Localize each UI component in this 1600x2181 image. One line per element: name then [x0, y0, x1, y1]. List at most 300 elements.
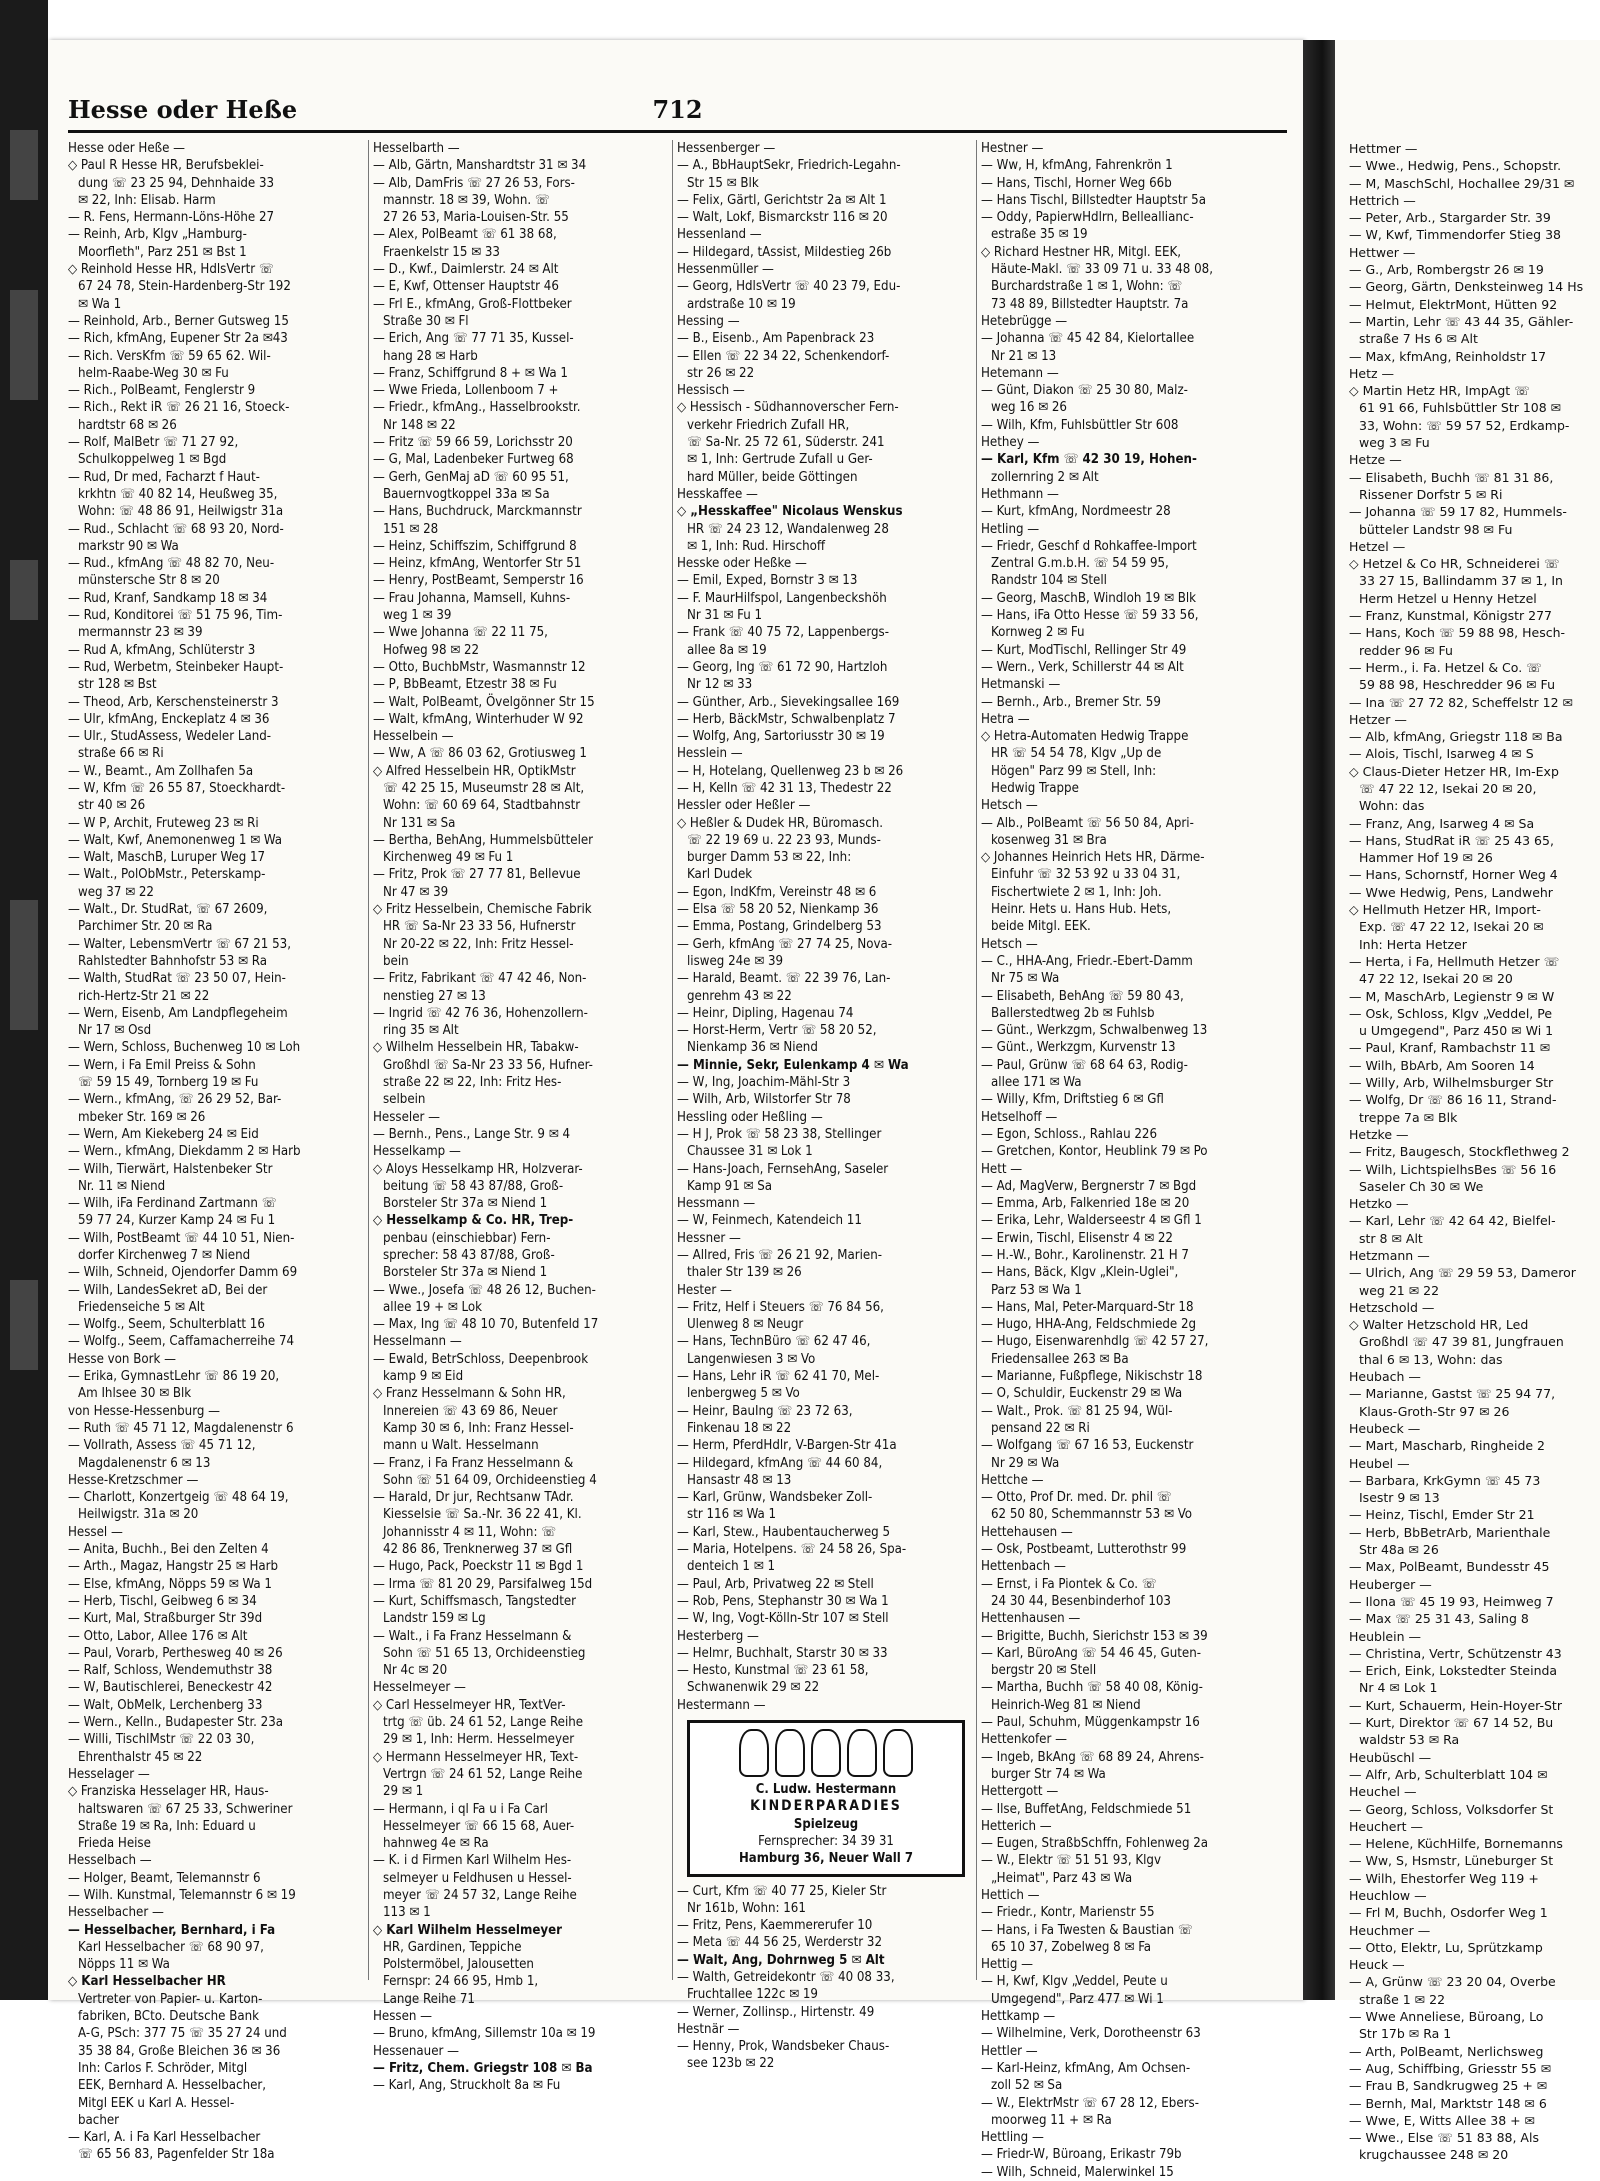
directory-entry: — Friedr., Kontr, Marienstr 55	[981, 1905, 1155, 1921]
directory-entry: Fraenkelstr 15 ✉ 33	[383, 244, 500, 260]
directory-entry: 27 26 53, Maria-Louisen-Str. 55	[383, 210, 569, 226]
directory-entry: — Ilona ☏ 45 19 93, Heimweg 7	[1349, 1593, 1554, 1609]
directory-entry: ◇ Hellmuth Hetzer HR, Import-	[1349, 902, 1541, 918]
directory-entry: — Rich. VersKfm ☏ 59 65 62. Wil-	[68, 348, 271, 364]
column-2	[368, 140, 665, 2094]
directory-entry: — Martha, Buchh ☏ 58 40 08, König-	[981, 1680, 1203, 1696]
directory-entry: ◇ Fritz Hesselbein, Chemische Fabrik	[373, 902, 592, 918]
directory-entry: — Christina, Vertr, Schützenstr 43	[1349, 1645, 1562, 1661]
directory-entry: pensand 22 ✉ Ri	[991, 1420, 1090, 1436]
toy-figure-icon	[847, 1729, 877, 1777]
directory-entry: — Erika, Lehr, Walderseestr 4 ✉ Gfl 1	[981, 1213, 1202, 1229]
directory-entry: Parchimer Str. 20 ✉ Ra	[78, 919, 213, 935]
directory-entry: kosenweg 31 ✉ Bra	[991, 832, 1107, 848]
directory-entry: — A, Grünw ☏ 23 20 04, Overbe	[1349, 1974, 1556, 1990]
directory-entry: — C., HHA-Ang, Friedr.-Ebert-Damm	[981, 953, 1193, 969]
directory-entry: ◇ Claus-Dieter Hetzer HR, Im-Exp	[1349, 763, 1559, 779]
directory-entry: — Max ☏ 25 31 43, Saling 8	[1349, 1611, 1529, 1627]
directory-entry: Heinrich-Weg 81 ✉ Niend	[991, 1697, 1141, 1713]
directory-entry: — Hugo, HHA-Ang, Feldschmiede 2g	[981, 1317, 1197, 1333]
directory-entry: Nr 75 ✉ Wa	[991, 971, 1060, 987]
surname-heading: Heuck —	[1349, 1957, 1405, 1973]
surname-heading: Hettich —	[981, 1887, 1040, 1903]
directory-entry: trtg ☏ üb. 24 61 52, Lange Reihe	[383, 1715, 584, 1731]
directory-entry: Johannisstr 4 ✉ 11, Wohn: ☏	[383, 1524, 557, 1540]
surname-heading: Hetselhoff —	[981, 1109, 1058, 1125]
surname-heading: von Hesse-Hessenburg —	[68, 1403, 221, 1419]
directory-entry: — Hans, Tischl, Horner Weg 66b	[981, 175, 1172, 191]
directory-entry: — Harald, Dr jur, Rechtsanw TAdr.	[373, 1490, 574, 1506]
page-number: 712	[652, 95, 703, 124]
directory-entry: — Walt., i Fa Franz Hesselmann &	[373, 1628, 572, 1644]
scan-mark	[10, 130, 38, 200]
directory-entry: — Ingeb, BkAng ☏ 68 89 24, Ahrens-	[981, 1749, 1204, 1765]
surname-heading: Hessen —	[373, 2009, 433, 2025]
directory-entry: — Herm., i. Fa. Hetzel & Co. ☏	[1349, 659, 1542, 675]
directory-entry: — Walt, MaschB, Luruper Weg 17	[68, 850, 266, 866]
directory-entry: — Wilh, LichtspielhsBes ☏ 56 16	[1349, 1161, 1557, 1177]
directory-entry: — Fritz, Helf i Steuers ☏ 76 84 56,	[677, 1299, 884, 1315]
directory-entry: — Ina ☏ 27 72 82, Scheffelstr 12 ✉	[1349, 694, 1574, 710]
directory-entry: — Wilh, Arb, Wilstorfer Str 78	[677, 1092, 851, 1108]
directory-entry: beitung ☏ 58 43 87/88, Groß-	[383, 1178, 564, 1194]
directory-entry: ✉ 1, Inh: Rud. Hirschoff	[687, 538, 826, 554]
directory-entry: — Ruth ☏ 45 71 12, Magdalenenstr 6	[68, 1420, 294, 1436]
directory-entry: Landstr 159 ✉ Lg	[383, 1611, 486, 1627]
directory-entry: str 40 ✉ 26	[78, 798, 146, 814]
directory-entry: — Otto, Labor, Allee 176 ✉ Alt	[68, 1628, 248, 1644]
directory-entry: — Vollrath, Assess ☏ 45 71 12,	[68, 1438, 256, 1454]
directory-entry: hahnweg 4e ✉ Ra	[383, 1836, 489, 1852]
directory-entry: Friedenseiche 5 ✉ Alt	[78, 1299, 205, 1315]
directory-entry: — Rud, Dr med, Facharzt f Haut-	[68, 469, 260, 485]
directory-entry: allee 8a ✉ 19	[687, 642, 767, 658]
directory-entry: — Karl, Grünw, Wandsbeker Zoll-	[677, 1490, 873, 1506]
directory-entry: haltswaren ☏ 67 25 33, Schweriner	[78, 1801, 293, 1817]
directory-entry: thal 6 ✉ 13, Wohn: das	[1359, 1351, 1503, 1367]
directory-entry: — Kurt, Mal, Straßburger Str 39d	[68, 1611, 263, 1627]
surname-heading: Hessenmüller —	[677, 262, 774, 278]
column-4	[976, 140, 1283, 2180]
directory-entry: — K. i d Firmen Karl Wilhelm Hes-	[373, 1853, 572, 1869]
surname-heading: Hesselbarth —	[373, 141, 460, 156]
directory-entry: A-G, PSch: 377 75 ☏ 35 27 24 und	[78, 2026, 287, 2042]
directory-entry: redder 96 ✉ Fu	[1359, 642, 1453, 658]
directory-entry: Lange Reihe 71	[383, 1991, 475, 2007]
directory-entry: 33 27 15, Ballindamm 37 ✉ 1, In	[1359, 573, 1563, 589]
surname-heading: Hessler oder Heßler —	[677, 798, 811, 814]
surname-heading: Heubel —	[1349, 1455, 1410, 1471]
directory-entry: — M, MaschArb, Legienstr 9 ✉ W	[1349, 988, 1555, 1004]
directory-entry: — Ww, A ☏ 86 03 62, Grotiusweg 1	[373, 746, 587, 762]
directory-entry: str 116 ✉ Wa 1	[687, 1507, 777, 1523]
directory-entry: Kamp 91 ✉ Sa	[687, 1178, 773, 1194]
directory-entry: ◇ Reinhold Hesse HR, HdlsVertr ☏	[68, 262, 274, 278]
directory-entry: — Wilh. Kunstmal, Telemannstr 6 ✉ 19	[68, 1887, 296, 1903]
directory-entry: Chaussee 31 ✉ Lok 1	[687, 1144, 813, 1160]
directory-entry: — Hans-Joach, FernsehAng, Saseler	[677, 1161, 889, 1177]
directory-entry: 35 38 84, Große Bleichen 36 ✉ 36	[78, 2043, 281, 2059]
directory-entry: — Karl, Lehr ☏ 42 64 42, Bielfel-	[1349, 1213, 1556, 1229]
directory-entry: — Rud., Schlacht ☏ 68 93 20, Nord-	[68, 521, 284, 537]
directory-entry: Wohn: ☏ 60 69 64, Stadtbahnstr	[383, 798, 581, 814]
directory-entry: — Herm, PferdHdlr, V-Bargen-Str 41a	[677, 1438, 897, 1454]
directory-entry: rich-Hertz-Str 21 ✉ 22	[78, 988, 210, 1004]
directory-entry: — Arth., Magaz, Hangstr 25 ✉ Harb	[68, 1559, 279, 1575]
directory-entry: Exp. ☏ 47 22 12, Isekai 20 ✉	[1359, 919, 1544, 935]
directory-entry: Inh: Carlos F. Schröder, Mitgl	[78, 2060, 248, 2076]
directory-entry: fabriken, BCto. Deutsche Bank	[78, 2009, 260, 2025]
directory-entry: — H, Kwf, Klgv „Veddel, Peute u	[981, 1974, 1168, 1990]
surname-heading: Hesse oder Heße —	[68, 141, 186, 156]
surname-heading: Hessenberger —	[677, 141, 776, 156]
directory-entry: Straße 30 ✉ Fl	[383, 313, 469, 329]
directory-entry: — Wolfg., Seem, Caffamacherreihe 74	[68, 1334, 295, 1350]
directory-entry: Hedwig Trappe	[991, 780, 1079, 796]
directory-entry: — Ingrid ☏ 42 76 36, Hohenzollern-	[373, 1005, 588, 1021]
directory-entry: — Gerh, kfmAng ☏ 27 74 25, Nova-	[677, 936, 893, 952]
directory-entry: — H, Hotelang, Quellenweg 23 b ✉ 26	[677, 763, 904, 779]
directory-page	[48, 40, 1303, 2180]
surname-heading: Hessing —	[677, 313, 740, 329]
directory-entry: Nr 131 ✉ Sa	[383, 815, 456, 831]
directory-entry: — W., Elektr ☏ 51 51 93, Klgv	[981, 1853, 1161, 1869]
directory-entry: HR ☏ Sa-Nr 23 33 56, Hufnerstr	[383, 919, 576, 935]
directory-entry: — Hans, Bäck, Klgv „Klein-Uglei",	[981, 1265, 1179, 1281]
directory-entry: — Walt, kfmAng, Winterhuder W 92	[373, 711, 584, 727]
directory-entry: denteich 1 ✉ 1	[687, 1559, 775, 1575]
directory-entry: — Eugen, StraßbSchffn, Fohlenweg 2a	[981, 1836, 1209, 1852]
directory-entry: — G, Mal, Ladenbeker Furtweg 68	[373, 452, 574, 468]
directory-entry: ◇ Hesselkamp & Co. HR, Trep-	[373, 1213, 574, 1229]
directory-entry: hang 28 ✉ Harb	[383, 348, 478, 364]
surname-heading: Hetzel —	[1349, 538, 1406, 554]
surname-heading: Heubüschl —	[1349, 1749, 1432, 1765]
surname-heading: Hettrich —	[1349, 192, 1416, 208]
directory-entry: — Holger, Beamt, Telemannstr 6	[68, 1870, 261, 1886]
surname-heading: Heuchert —	[1349, 1818, 1424, 1834]
directory-entry: — Erwin, Tischl, Elisenstr 4 ✉ 22	[981, 1230, 1173, 1246]
directory-entry: — Wilh, Tierwärt, Halstenbeker Str	[68, 1161, 273, 1177]
directory-entry: Häute-Makl. ☏ 33 09 71 u. 33 48 08,	[991, 262, 1213, 278]
directory-entry: — Kurt, Direktor ☏ 67 14 52, Bu	[1349, 1715, 1554, 1731]
directory-entry: mannstr. 18 ✉ 39, Wohn. ☏	[383, 192, 550, 208]
surname-heading: Hettig —	[981, 1957, 1033, 1973]
directory-entry: kamp 9 ✉ Eid	[383, 1369, 464, 1385]
directory-entry: helm-Raabe-Weg 30 ✉ Fu	[78, 365, 229, 381]
directory-entry: — Hildegard, kfmAng ☏ 44 60 84,	[677, 1455, 883, 1471]
directory-entry: — Wwe., Josefa ☏ 48 26 12, Buchen-	[373, 1282, 596, 1298]
surname-heading: Hesselager —	[68, 1766, 150, 1782]
surname-heading: Hesslein —	[677, 746, 743, 762]
directory-entry: — Wern., Verk, Schillerstr 44 ✉ Alt	[981, 659, 1184, 675]
directory-entry: — Wilh, PostBeamt ☏ 44 10 51, Nien-	[68, 1230, 295, 1246]
directory-entry: — Günt., Werkzgm, Kurvenstr 13	[981, 1040, 1176, 1056]
directory-entry: Kornweg 2 ✉ Fu	[991, 625, 1085, 641]
directory-entry: weg 16 ✉ 26	[991, 400, 1067, 416]
directory-entry: — Irma ☏ 81 20 29, Parsifalweg 15d	[373, 1576, 593, 1592]
directory-entry: penbau (einschiebbar) Fern-	[383, 1230, 551, 1246]
directory-entry: — W, Ing, Vogt-Kölln-Str 107 ✉ Stell	[677, 1611, 889, 1627]
directory-columns	[68, 140, 1287, 2180]
directory-entry: — Hesselbacher, Bernhard, i Fa	[68, 1922, 276, 1938]
surname-heading: Hettwer —	[1349, 244, 1416, 260]
directory-entry: Einfuhr ☏ 32 53 92 u 33 04 31,	[991, 867, 1181, 883]
directory-entry: — Franz, Ang, Isarweg 4 ✉ Sa	[1349, 815, 1535, 831]
directory-entry: Langenwiesen 3 ✉ Vo	[687, 1351, 816, 1367]
surname-heading: Hesterberg —	[677, 1628, 759, 1644]
directory-entry: — Felix, Gärtl, Gerichtstr 2a ✉ Alt 1	[677, 192, 887, 208]
surname-heading: Hetsch —	[981, 798, 1038, 814]
directory-entry: — Frl M, Buchh, Osdorfer Weg 1	[1349, 1905, 1548, 1921]
directory-entry: selbein	[383, 1092, 426, 1108]
directory-entry: — Hans, StudRat iR ☏ 25 43 65,	[1349, 832, 1554, 848]
directory-entry: sprecher: 58 43 87/88, Groß-	[383, 1248, 555, 1263]
scan-left-edge	[0, 0, 48, 2000]
directory-entry: — Wwe., Else ☏ 51 83 88, Als	[1349, 2130, 1539, 2146]
directory-entry: — Alois, Tischl, Isarweg 4 ✉ S	[1349, 746, 1534, 762]
directory-entry: weg 21 ✉ 22	[1359, 1282, 1440, 1298]
directory-entry: Rahlstedter Bahnhofstr 53 ✉ Ra	[78, 953, 267, 969]
directory-entry: — Marianne, Fußpflege, Nikischstr 18	[981, 1369, 1203, 1385]
directory-entry: — Rud, Konditorei ☏ 51 75 96, Tim-	[68, 608, 283, 624]
directory-entry: Burchardstraße 1 ✉ 1, Wohn: ☏	[991, 279, 1183, 295]
directory-entry: — Georg, MaschB, Windloh 19 ✉ Blk	[981, 590, 1197, 606]
directory-entry: — Friedr, Geschf d Rohkaffee-Import	[981, 538, 1197, 554]
surname-heading: Hettling —	[981, 2130, 1044, 2146]
directory-entry: 113 ✉ 1	[383, 1905, 431, 1921]
directory-entry: treppe 7a ✉ Blk	[1359, 1109, 1458, 1125]
directory-entry: Hofweg 98 ✉ 22	[383, 642, 480, 658]
directory-entry: Heinr. Hets u. Hans Hub. Hets,	[991, 902, 1172, 918]
directory-entry: — Georg, HdlsVertr ☏ 40 23 79, Edu-	[677, 279, 901, 295]
directory-entry: — Helmut, ElektrMont, Hütten 92	[1349, 296, 1558, 312]
directory-entry: weg 3 ✉ Fu	[1359, 435, 1430, 451]
directory-entry: — Egon, IndKfm, Vereinstr 48 ✉ 6	[677, 884, 877, 900]
directory-entry: — Minnie, Sekr, Eulenkamp 4 ✉ Wa	[677, 1057, 909, 1073]
directory-entry: — Bernh., Pens., Lange Str. 9 ✉ 4	[373, 1126, 570, 1142]
surname-heading: Hesse von Bork —	[68, 1351, 176, 1367]
surname-heading: Hettkamp —	[981, 2009, 1056, 2025]
directory-entry: — H J, Prok ☏ 58 23 38, Stellinger	[677, 1126, 882, 1142]
surname-heading: Hettche —	[981, 1472, 1044, 1488]
surname-heading: Hessel —	[68, 1524, 123, 1540]
directory-entry: — Wern, Eisenb, Am Landpflegeheim	[68, 1005, 288, 1021]
directory-entry: 65 10 37, Zobelweg 8 ✉ Fa	[991, 1939, 1152, 1955]
directory-entry: — Erika, GymnastLehr ☏ 86 19 20,	[68, 1369, 280, 1385]
directory-entry: mermannstr 23 ✉ 39	[78, 625, 203, 641]
directory-entry: — D., Kwf., Daimlerstr. 24 ✉ Alt	[373, 262, 559, 278]
directory-entry: — Friedr-W, Büroang, Erikastr 79b	[981, 2147, 1182, 2163]
directory-entry: ☏ 47 22 12, Isekai 20 ✉ 20,	[1359, 780, 1537, 796]
directory-entry: — Wolfg, Dr ☏ 86 16 11, Strand-	[1349, 1092, 1557, 1108]
directory-entry: — Ulr, kfmAng, Enckeplatz 4 ✉ 36	[68, 711, 270, 727]
directory-entry: ◇ Aloys Hesselkamp HR, Holzverar-	[373, 1161, 583, 1177]
directory-entry: Inh: Herta Hetzer	[1359, 936, 1467, 952]
directory-entry: Herm Hetzel u Henny Hetzel	[1359, 590, 1537, 606]
directory-entry: allee 171 ✉ Wa	[991, 1075, 1082, 1091]
directory-entry: — W., ElektrMstr ☏ 67 28 12, Ebers-	[981, 2095, 1199, 2111]
surname-heading: Hethey —	[981, 435, 1040, 451]
ad-line4: Fernsprecher: 34 39 31	[758, 1833, 894, 1849]
directory-entry: — Erich, Ang ☏ 77 71 35, Kussel-	[373, 331, 574, 347]
directory-entry: — Herb, Tischl, Geibweg 6 ✉ 34	[68, 1593, 257, 1609]
directory-entry: lisweg 24e ✉ 39	[687, 953, 784, 969]
directory-entry: Kamp 30 ✉ 6, Inh: Franz Hessel-	[383, 1420, 574, 1436]
surname-heading: Hetemann —	[981, 365, 1059, 381]
directory-entry: waldstr 53 ✉ Ra	[1359, 1732, 1460, 1748]
directory-entry: mann u Walt. Hesselmann	[383, 1438, 539, 1454]
directory-entry: Randstr 104 ✉ Stell	[991, 573, 1107, 589]
surname-heading: Heubeck —	[1349, 1420, 1421, 1436]
directory-entry: — Else, kfmAng, Nöpps 59 ✉ Wa 1	[68, 1576, 272, 1592]
directory-entry: Nöpps 11 ✉ Wa	[78, 1957, 170, 1973]
page-title: Hesse oder Heße	[68, 95, 298, 124]
directory-entry: Nr 20-22 ✉ 22, Inh: Fritz Hessel-	[383, 936, 574, 952]
directory-entry: Schulkoppelweg 1 ✉ Bgd	[78, 452, 227, 468]
surname-heading: Hetzke —	[1349, 1126, 1409, 1142]
directory-entry: — Curt, Kfm ☏ 40 77 25, Kieler Str	[677, 1883, 887, 1899]
directory-entry: — Alfr, Arb, Schulterblatt 104 ✉	[1349, 1766, 1548, 1782]
directory-entry: — Gretchen, Kontor, Heublink 79 ✉ Po	[981, 1144, 1208, 1160]
directory-entry: — E, Kwf, Ottenser Hauptstr 46	[373, 279, 559, 295]
directory-entry: — Wwe., Hedwig, Pens., Schopstr.	[1349, 158, 1562, 174]
column-1	[68, 140, 360, 2163]
directory-entry: Nr 4 ✉ Lok 1	[1359, 1680, 1438, 1696]
directory-entry: ☏ 65 56 83, Pagenfelder Str 18a	[78, 2147, 275, 2163]
directory-entry: — Karl, BüroAng ☏ 54 46 45, Guten-	[981, 1645, 1202, 1661]
surname-heading: Hesskaffee —	[677, 486, 758, 502]
directory-entry: HR ☏ 24 23 12, Wandalenweg 28	[687, 521, 889, 537]
toy-figure-icon	[811, 1729, 841, 1777]
directory-entry: — Kurt, Schiffsmasch, Tangstedter	[373, 1593, 577, 1609]
directory-entry: Wohn: ☏ 48 86 91, Heilwigstr 31a	[78, 504, 284, 520]
directory-entry: — Karl-Heinz, kfmAng, Am Ochsen-	[981, 2060, 1191, 2076]
directory-entry: Vertreter von Papier- u. Karton-	[78, 1991, 263, 2007]
directory-entry: — Walt., Dr. StudRat, ☏ 67 2609,	[68, 902, 268, 918]
directory-entry: ☏ 59 15 49, Tornberg 19 ✉ Fu	[78, 1075, 259, 1091]
directory-entry: ✉ 22, Inh: Elisab. Harm	[78, 192, 216, 208]
directory-entry: Nr 31 ✉ Fu 1	[687, 608, 763, 624]
directory-entry: — Fritz ☏ 59 66 59, Lorichsstr 20	[373, 435, 573, 451]
directory-entry: — Hans, Koch ☏ 59 88 98, Hesch-	[1349, 625, 1566, 641]
directory-entry: — Arth, PolBeamt, Nerlichsweg	[1349, 2043, 1544, 2059]
directory-entry: — Ulrich, Ang ☏ 29 59 53, Dameror	[1349, 1265, 1576, 1281]
surname-heading: Hetra —	[981, 711, 1030, 727]
surname-heading: Heuchmer —	[1349, 1922, 1431, 1938]
directory-entry: — Helmr, Buchhalt, Starstr 30 ✉ 33	[677, 1645, 888, 1661]
directory-entry: — Heinz, Tischl, Emder Str 21	[1349, 1507, 1535, 1523]
directory-entry: — Rich., PolBeamt, Fenglerstr 9	[68, 383, 256, 399]
surname-heading: Hettehausen —	[981, 1524, 1073, 1540]
directory-entry: — Ewald, BetrSchloss, Deepenbrook	[373, 1351, 589, 1367]
surname-heading: Heuchlow —	[1349, 1887, 1427, 1903]
directory-entry: — Kurt, kfmAng, Nordmeestr 28	[981, 504, 1171, 520]
directory-entry: 42 86 86, Trenknerweg 37 ✉ Gfl	[383, 1542, 573, 1558]
directory-entry: Saseler Ch 30 ✉ We	[1359, 1178, 1484, 1194]
directory-entry: — Aug, Schiffbing, Griesstr 55 ✉	[1349, 2060, 1552, 2076]
directory-entry: — Wilh, Schneid, Ojendorfer Damm 69	[68, 1265, 298, 1281]
directory-entry: Friedensallee 263 ✉ Ba	[991, 1351, 1129, 1367]
directory-entry: ☏ 22 19 69 u. 22 23 93, Munds-	[687, 832, 881, 848]
directory-entry: HR ☏ 54 54 78, Klgv „Up de	[991, 746, 1162, 762]
directory-entry: u Umgegend", Parz 450 ✉ Wi 1	[1359, 1023, 1554, 1039]
directory-entry: — Ww, S, Hsmstr, Lüneburger St	[1349, 1853, 1554, 1869]
directory-entry: thaler Str 139 ✉ 26	[687, 1265, 802, 1281]
directory-entry: — Willi, TischlMstr ☏ 22 03 30,	[68, 1732, 255, 1748]
surname-heading: Hettenhausen —	[981, 1611, 1081, 1627]
directory-entry: — Wilhelmine, Verk, Dorotheenstr 63	[981, 2026, 1201, 2042]
directory-entry: ◇ Hermann Hesselmeyer HR, Text-	[373, 1749, 579, 1765]
directory-entry: — Martin, Lehr ☏ 43 44 35, Gähler-	[1349, 313, 1574, 329]
directory-entry: — Georg, Gärtn, Denksteinweg 14 Hs	[1349, 279, 1584, 295]
directory-entry: beide Mitgl. EEK.	[991, 919, 1091, 935]
directory-entry: Ulenweg 8 ✉ Neugr	[687, 1317, 804, 1333]
directory-entry: burger Str 74 ✉ Wa	[991, 1766, 1106, 1782]
directory-entry: — Egon, Schloss., Rahlau 226	[981, 1126, 1158, 1142]
directory-entry: — Ad, MagVerw, Bergnerstr 7 ✉ Bgd	[981, 1178, 1197, 1194]
directory-entry: 67 24 78, Stein-Hardenberg-Str 192	[78, 279, 291, 295]
directory-entry: Umgegend", Parz 477 ✉ Wi 1	[991, 1991, 1164, 2007]
directory-entry: — Otto, BuchbMstr, Wasmannstr 12	[373, 659, 586, 675]
surname-heading: Hetterich —	[981, 1818, 1052, 1834]
directory-entry: straße 22 ✉ 22, Inh: Fritz Hes-	[383, 1075, 562, 1091]
directory-entry: Nr 161b, Wohn: 161	[687, 1900, 806, 1916]
directory-entry: Sohn ☏ 51 65 13, Orchideenstieg	[383, 1645, 586, 1661]
directory-entry: — Hans, i Fa Twesten & Baustian ☏	[981, 1922, 1193, 1938]
directory-entry: — Paul, Grünw ☏ 68 64 63, Rodig-	[981, 1057, 1188, 1073]
directory-entry: — Karl, A. i Fa Karl Hesselbacher	[68, 2130, 261, 2146]
directory-entry: — Theod, Arb, Kerschensteinerstr 3	[68, 694, 279, 710]
directory-entry: — B., Eisenb., Am Papenbrack 23	[677, 331, 875, 347]
directory-entry: meyer ☏ 24 57 32, Lange Reihe	[383, 1887, 577, 1903]
directory-entry: — Max, kfmAng, Reinholdstr 17	[1349, 348, 1547, 364]
directory-entry: Am Ihlsee 30 ✉ Blk	[78, 1386, 192, 1402]
directory-entry: — W, Bautischlerei, Beneckestr 42	[68, 1680, 273, 1696]
directory-entry: Borsteler Str 37a ✉ Niend 1	[383, 1265, 548, 1281]
directory-entry: Str 48a ✉ 26	[1359, 1542, 1439, 1558]
directory-entry: — Brigitte, Buchh, Sierichstr 153 ✉ 39	[981, 1628, 1208, 1644]
directory-entry: Nr 148 ✉ 22	[383, 417, 456, 433]
directory-entry: 29 ✉ 1, Inh: Herm. Hesselmeyer	[383, 1732, 575, 1748]
directory-entry: — Kurt, ModTischl, Rellinger Str 49	[981, 642, 1187, 658]
directory-entry: — Herta, i Fa, Hellmuth Hetzer ☏	[1349, 953, 1560, 969]
toy-figure-icon	[775, 1729, 805, 1777]
directory-entry: Hansastr 48 ✉ 13	[687, 1472, 792, 1488]
directory-entry: — Peter, Arb., Stargarder Str. 39	[1349, 210, 1551, 226]
directory-entry: — Ww, H, kfmAng, Fahrenkrön 1	[981, 158, 1173, 174]
directory-entry: Bauernvogtkoppel 33a ✉ Sa	[383, 486, 550, 502]
directory-entry: Vertrgn ☏ 24 61 52, Lange Reihe	[383, 1766, 583, 1782]
directory-entry: — Walth, Getreidekontr ☏ 40 08 33,	[677, 1969, 895, 1985]
directory-entry: genrehm 43 ✉ 22	[687, 988, 792, 1004]
directory-entry: EEK, Bernhard A. Hesselbacher,	[78, 2078, 267, 2094]
surname-heading: Hetz —	[1349, 365, 1395, 381]
directory-entry: straße 1 ✉ 22	[1359, 1991, 1446, 2007]
directory-entry: str 128 ✉ Bst	[78, 677, 157, 693]
directory-entry: Karl Hesselbacher ☏ 68 90 97,	[78, 1939, 264, 1955]
surname-heading: Hettler —	[981, 2043, 1038, 2059]
directory-entry: — Karl, Ang, Struckholt 8a ✉ Fu	[373, 2078, 561, 2094]
directory-entry: ◇ Karl Hesselbacher HR	[68, 1974, 226, 1990]
directory-entry: — Otto, Prof Dr. med. Dr. phil ☏	[981, 1490, 1172, 1506]
toy-figure-icon	[883, 1729, 913, 1777]
directory-entry: — Max, Ing ☏ 48 10 70, Butenfeld 17	[373, 1317, 599, 1333]
directory-entry: — Rud A, kfmAng, Schlüterstr 3	[68, 642, 256, 658]
page-header	[68, 84, 1287, 133]
surname-heading: Hestermann —	[677, 1697, 766, 1713]
toy-figure-icon	[739, 1729, 769, 1777]
